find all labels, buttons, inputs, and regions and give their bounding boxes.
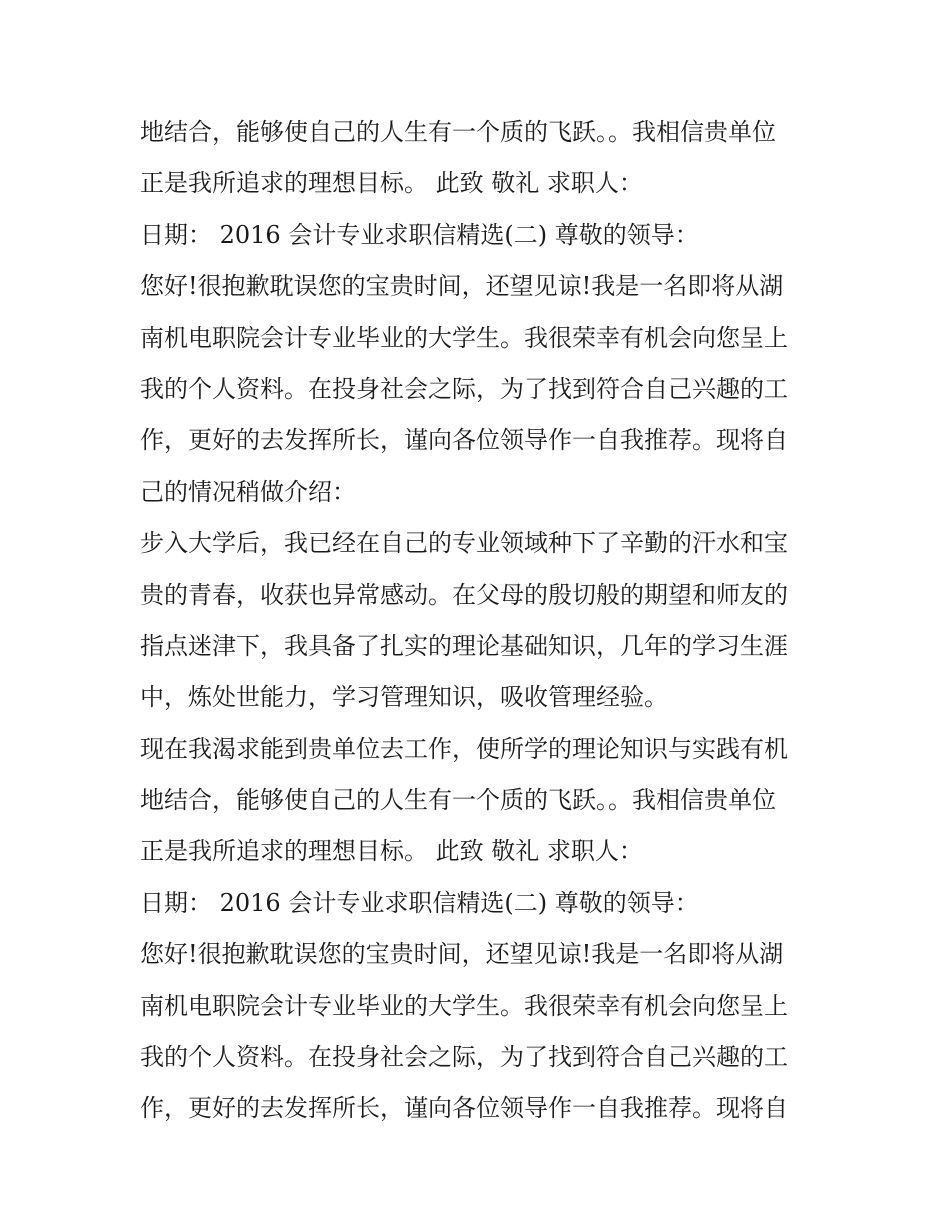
text-line: 南机电职院会计专业毕业的大学生。我很荣幸有机会向您呈上	[140, 323, 788, 352]
text-line: 中，炼处世能力，学习管理知识，吸收管理经验。	[140, 683, 668, 712]
text-line: 正是我所追求的理想目标。 此致 敬礼 求职人：	[140, 169, 643, 198]
text-line: 我的个人资料。在投身社会之际，为了找到符合自己兴趣的工	[140, 1043, 788, 1072]
text-line: 贵的青春，收获也异常感动。在父母的殷切般的期望和师友的	[140, 580, 788, 609]
text-line: 您好!很抱歉耽误您的宝贵时间，还望见谅!我是一名即将从湖	[140, 272, 784, 301]
text-line: 我的个人资料。在投身社会之际，为了找到符合自己兴趣的工	[140, 374, 788, 403]
text-line: 地结合，能够使自己的人生有一个质的飞跃。。我相信贵单位	[140, 786, 776, 815]
text-line: 步入大学后，我已经在自己的专业领域种下了辛勤的汗水和宝	[140, 529, 788, 558]
text-line: 作，更好的去发挥所长，谨向各位领导作一自我推荐。现将自	[140, 1094, 788, 1123]
text-line: 作，更好的去发挥所长，谨向各位领导作一自我推荐。现将自	[140, 426, 788, 455]
text-line: 您好!很抱歉耽误您的宝贵时间，还望见谅!我是一名即将从湖	[140, 940, 784, 969]
document-body	[140, 107, 820, 1135]
text-line: 日期： 2016 会计专业求职信精选(二) 尊敬的领导：	[140, 888, 699, 917]
text-line: 指点迷津下，我具备了扎实的理论基础知识，几年的学习生涯	[140, 631, 788, 660]
text-line: 正是我所追求的理想目标。 此致 敬礼 求职人：	[140, 837, 643, 866]
text-line: 南机电职院会计专业毕业的大学生。我很荣幸有机会向您呈上	[140, 991, 788, 1020]
text-line: 地结合，能够使自己的人生有一个质的飞跃。。我相信贵单位	[140, 118, 776, 146]
text-line: 现在我渴求能到贵单位去工作，使所学的理论知识与实践有机	[140, 734, 788, 763]
text-line: 日期： 2016 会计专业求职信精选(二) 尊敬的领导：	[140, 220, 699, 249]
text-line: 己的情况稍做介绍：	[140, 477, 356, 506]
